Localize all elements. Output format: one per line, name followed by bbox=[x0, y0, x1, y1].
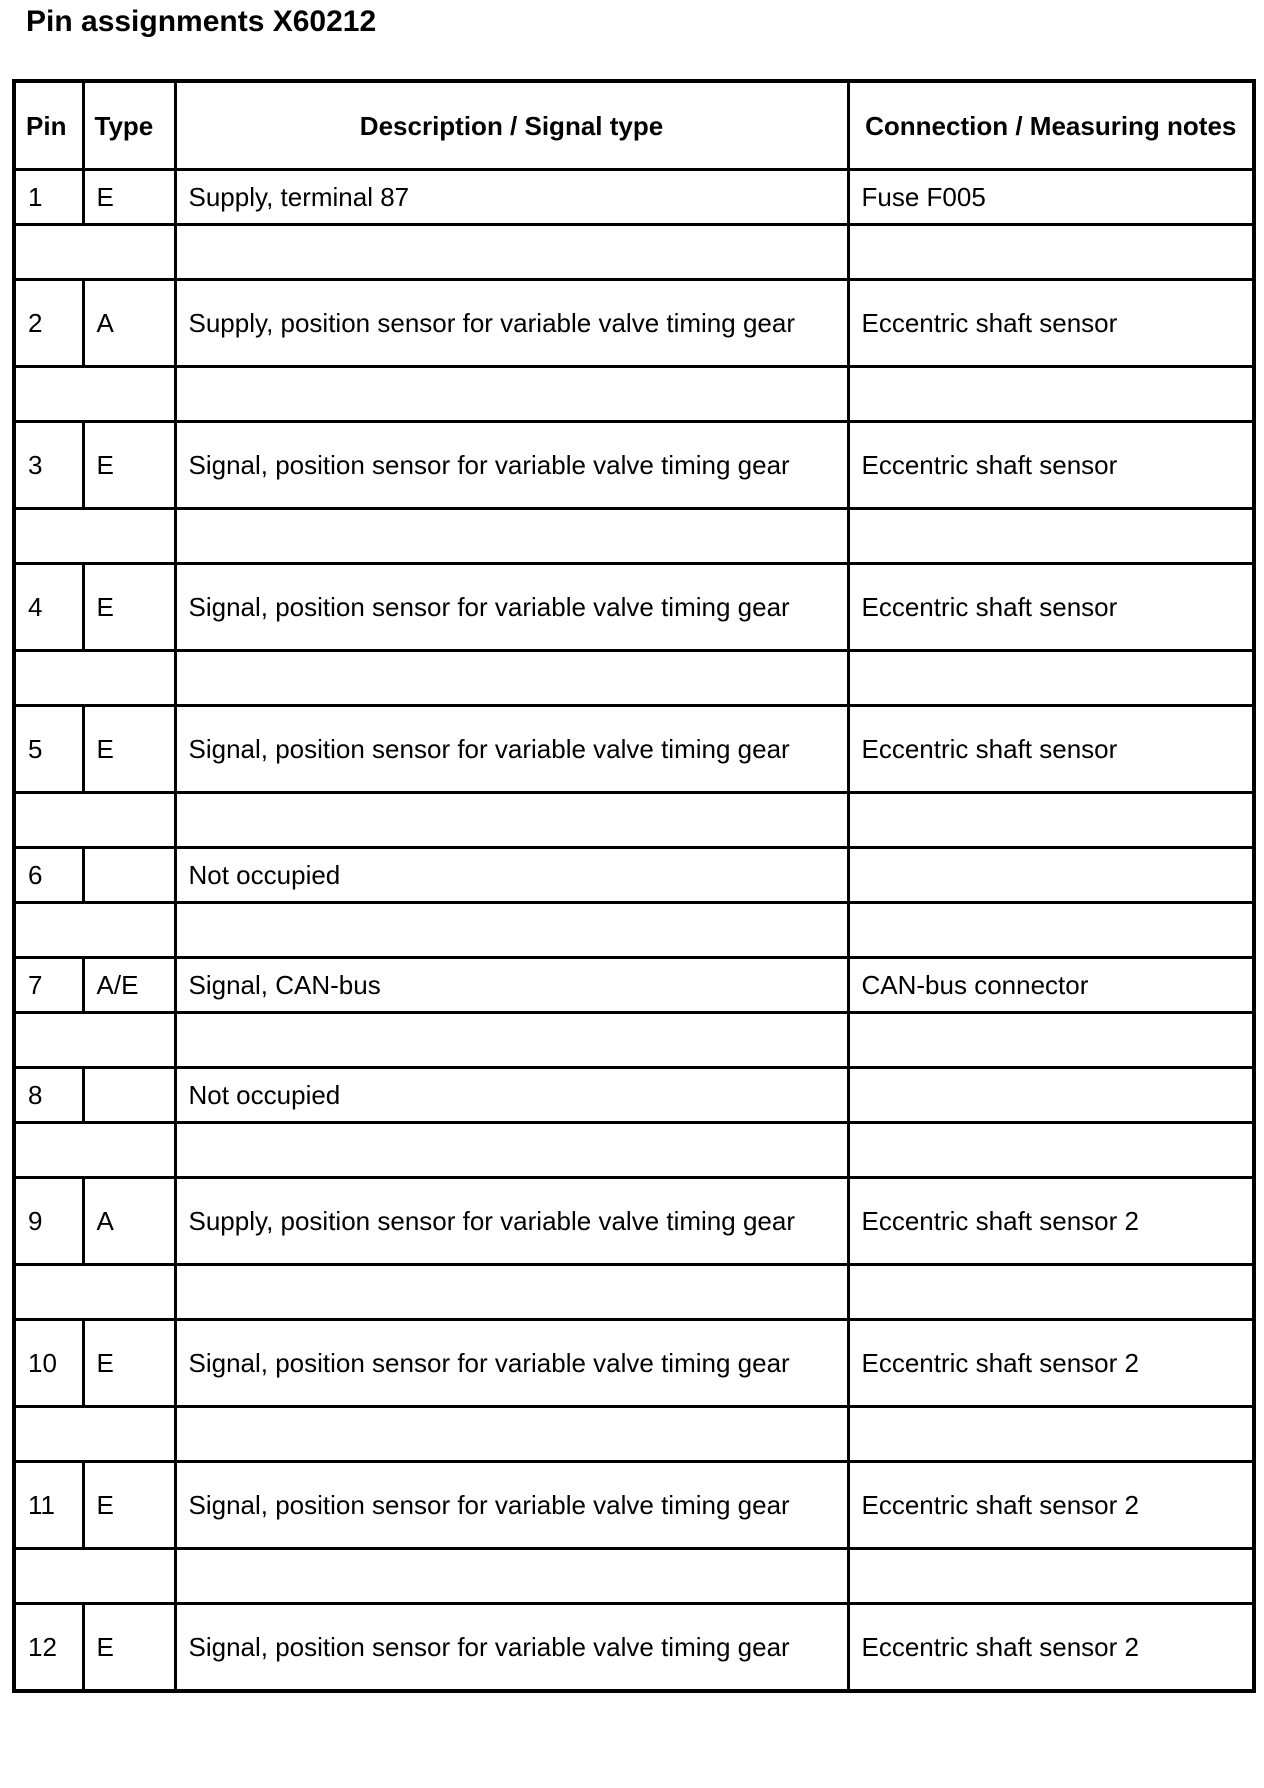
cell-type: E bbox=[83, 170, 175, 225]
column-header-description: Description / Signal type bbox=[175, 81, 848, 170]
spacer-cell-pin-type bbox=[14, 1013, 175, 1068]
cell-type: E bbox=[83, 1320, 175, 1407]
spacer-cell-connection bbox=[848, 1407, 1254, 1462]
cell-description: Signal, position sensor for variable valve timing gear bbox=[175, 1604, 848, 1692]
cell-type bbox=[83, 1068, 175, 1123]
spacer-row bbox=[14, 793, 1254, 848]
spacer-cell-description bbox=[175, 651, 848, 706]
cell-type: E bbox=[83, 1462, 175, 1549]
cell-connection: Eccentric shaft sensor bbox=[848, 280, 1254, 367]
spacer-row bbox=[14, 1549, 1254, 1604]
table-header-row bbox=[14, 81, 1254, 170]
spacer-cell-description bbox=[175, 903, 848, 958]
pin-assignment-table bbox=[12, 79, 1256, 1693]
table-row bbox=[14, 1068, 1254, 1123]
cell-pin: 6 bbox=[14, 848, 83, 903]
cell-connection bbox=[848, 848, 1254, 903]
table-row bbox=[14, 706, 1254, 793]
cell-description: Not occupied bbox=[175, 848, 848, 903]
spacer-cell-pin-type bbox=[14, 509, 175, 564]
column-header-type: Type bbox=[83, 81, 175, 170]
spacer-cell-description bbox=[175, 1013, 848, 1068]
spacer-cell-pin-type bbox=[14, 793, 175, 848]
spacer-cell-description bbox=[175, 793, 848, 848]
cell-type: E bbox=[83, 706, 175, 793]
cell-type: E bbox=[83, 1604, 175, 1692]
spacer-row bbox=[14, 903, 1254, 958]
cell-pin: 5 bbox=[14, 706, 83, 793]
cell-pin: 12 bbox=[14, 1604, 83, 1692]
cell-pin: 10 bbox=[14, 1320, 83, 1407]
cell-description: Signal, CAN-bus bbox=[175, 958, 848, 1013]
spacer-cell-pin-type bbox=[14, 651, 175, 706]
cell-type bbox=[83, 848, 175, 903]
spacer-cell-connection bbox=[848, 1013, 1254, 1068]
spacer-cell-description bbox=[175, 367, 848, 422]
table-row bbox=[14, 1320, 1254, 1407]
cell-description: Not occupied bbox=[175, 1068, 848, 1123]
cell-connection: Eccentric shaft sensor 2 bbox=[848, 1604, 1254, 1692]
cell-description: Supply, terminal 87 bbox=[175, 170, 848, 225]
cell-type: A/E bbox=[83, 958, 175, 1013]
cell-description: Signal, position sensor for variable valve timing gear bbox=[175, 706, 848, 793]
table-row bbox=[14, 422, 1254, 509]
table-body bbox=[14, 170, 1254, 1692]
cell-pin: 9 bbox=[14, 1178, 83, 1265]
table-row bbox=[14, 848, 1254, 903]
spacer-cell-pin-type bbox=[14, 1407, 175, 1462]
spacer-cell-connection bbox=[848, 225, 1254, 280]
cell-connection: Fuse F005 bbox=[848, 170, 1254, 225]
cell-pin: 3 bbox=[14, 422, 83, 509]
spacer-cell-connection bbox=[848, 1265, 1254, 1320]
cell-connection: Eccentric shaft sensor 2 bbox=[848, 1320, 1254, 1407]
table-row bbox=[14, 958, 1254, 1013]
cell-connection bbox=[848, 1068, 1254, 1123]
cell-connection: Eccentric shaft sensor 2 bbox=[848, 1178, 1254, 1265]
spacer-row bbox=[14, 1123, 1254, 1178]
spacer-cell-connection bbox=[848, 367, 1254, 422]
spacer-cell-description bbox=[175, 1407, 848, 1462]
spacer-cell-description bbox=[175, 1123, 848, 1178]
spacer-row bbox=[14, 1265, 1254, 1320]
spacer-cell-pin-type bbox=[14, 367, 175, 422]
cell-connection: Eccentric shaft sensor bbox=[848, 706, 1254, 793]
spacer-cell-connection bbox=[848, 651, 1254, 706]
cell-description: Supply, position sensor for variable valve timing gear bbox=[175, 280, 848, 367]
spacer-cell-description bbox=[175, 509, 848, 564]
column-header-pin: Pin bbox=[14, 81, 83, 170]
spacer-cell-connection bbox=[848, 903, 1254, 958]
cell-pin: 11 bbox=[14, 1462, 83, 1549]
spacer-row bbox=[14, 1407, 1254, 1462]
spacer-cell-connection bbox=[848, 793, 1254, 848]
cell-type: A bbox=[83, 1178, 175, 1265]
spacer-cell-description bbox=[175, 1549, 848, 1604]
cell-pin: 4 bbox=[14, 564, 83, 651]
spacer-cell-pin-type bbox=[14, 1265, 175, 1320]
table-row bbox=[14, 1178, 1254, 1265]
table-row bbox=[14, 1462, 1254, 1549]
spacer-cell-connection bbox=[848, 1549, 1254, 1604]
cell-pin: 2 bbox=[14, 280, 83, 367]
spacer-row bbox=[14, 509, 1254, 564]
cell-type: E bbox=[83, 564, 175, 651]
spacer-row bbox=[14, 651, 1254, 706]
cell-connection: Eccentric shaft sensor bbox=[848, 564, 1254, 651]
cell-pin: 8 bbox=[14, 1068, 83, 1123]
cell-pin: 1 bbox=[14, 170, 83, 225]
cell-type: E bbox=[83, 422, 175, 509]
cell-connection: CAN-bus connector bbox=[848, 958, 1254, 1013]
table-row bbox=[14, 280, 1254, 367]
spacer-row bbox=[14, 367, 1254, 422]
cell-connection: Eccentric shaft sensor bbox=[848, 422, 1254, 509]
cell-type: A bbox=[83, 280, 175, 367]
page-title: Pin assignments X60212 bbox=[26, 5, 377, 38]
spacer-cell-pin-type bbox=[14, 1549, 175, 1604]
spacer-row bbox=[14, 1013, 1254, 1068]
cell-description: Supply, position sensor for variable valve timing gear bbox=[175, 1178, 848, 1265]
spacer-cell-connection bbox=[848, 1123, 1254, 1178]
cell-description: Signal, position sensor for variable valve timing gear bbox=[175, 1320, 848, 1407]
spacer-cell-description bbox=[175, 225, 848, 280]
spacer-cell-pin-type bbox=[14, 225, 175, 280]
spacer-cell-connection bbox=[848, 509, 1254, 564]
cell-description: Signal, position sensor for variable valve timing gear bbox=[175, 564, 848, 651]
cell-pin: 7 bbox=[14, 958, 83, 1013]
spacer-cell-description bbox=[175, 1265, 848, 1320]
table-row bbox=[14, 1604, 1254, 1692]
cell-connection: Eccentric shaft sensor 2 bbox=[848, 1462, 1254, 1549]
table-row bbox=[14, 564, 1254, 651]
cell-description: Signal, position sensor for variable valve timing gear bbox=[175, 422, 848, 509]
column-header-connection: Connection / Measuring notes bbox=[848, 81, 1254, 170]
spacer-cell-pin-type bbox=[14, 1123, 175, 1178]
table-row bbox=[14, 170, 1254, 225]
spacer-row bbox=[14, 225, 1254, 280]
spacer-cell-pin-type bbox=[14, 903, 175, 958]
cell-description: Signal, position sensor for variable valve timing gear bbox=[175, 1462, 848, 1549]
